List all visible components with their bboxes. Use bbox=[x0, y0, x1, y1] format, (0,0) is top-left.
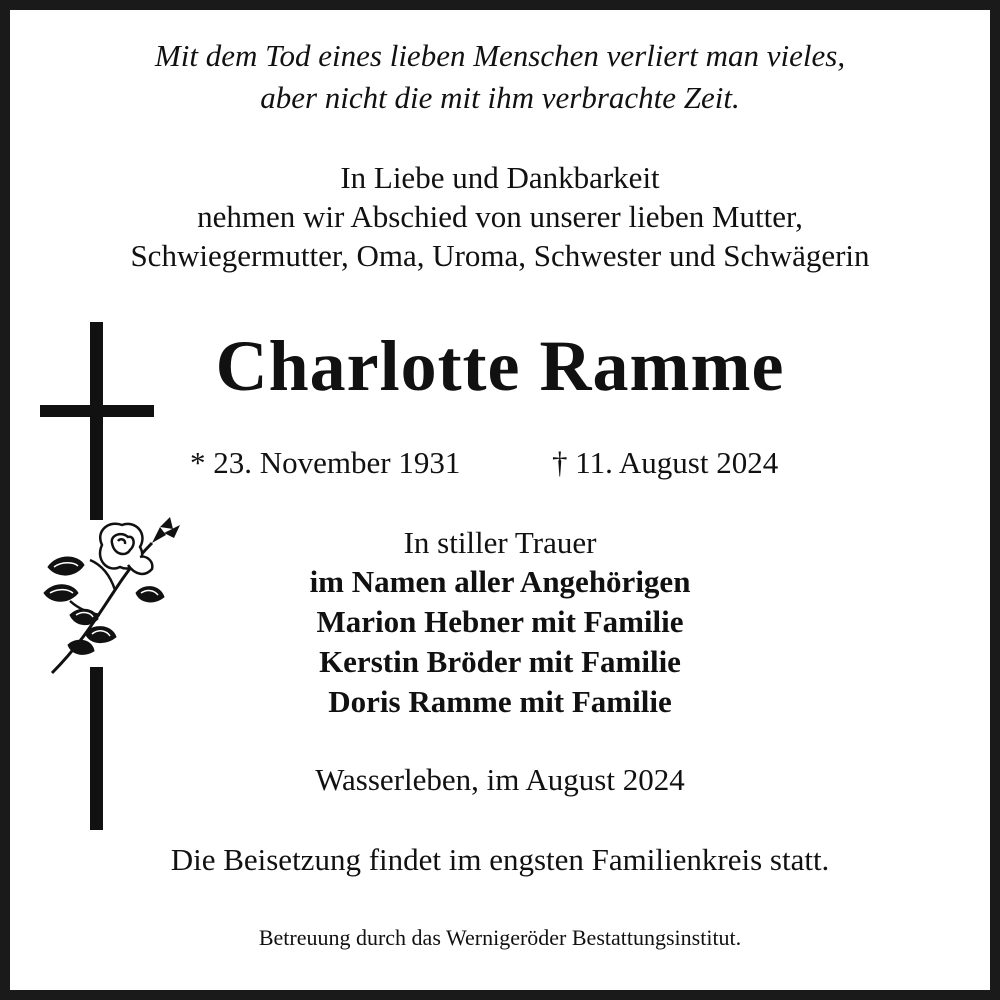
mourners-heading: In stiller Trauer bbox=[403, 525, 597, 560]
birth-date: * 23. November 1931 bbox=[190, 445, 461, 480]
intro-line-2: nehmen wir Abschied von unserer lieben Mutter, bbox=[197, 199, 803, 234]
intro-line-1: In Liebe und Dankbarkeit bbox=[340, 160, 660, 195]
mourner-line-2: Marion Hebner mit Familie bbox=[316, 604, 684, 639]
quote-line-1: Mit dem Tod eines lieben Menschen verliert man vieles, bbox=[154, 38, 846, 73]
death-date: † 11. August 2024 bbox=[552, 445, 779, 480]
deceased-name: Charlotte Ramme bbox=[215, 326, 785, 406]
burial-note: Die Beisetzung findet im engsten Familienkreis statt. bbox=[170, 842, 830, 877]
mourner-line-4: Doris Ramme mit Familie bbox=[328, 684, 672, 719]
intro-line-3: Schwiegermutter, Oma, Uroma, Schwester und Schwägerin bbox=[130, 238, 870, 273]
quote-line-2: aber nicht die mit ihm verbrachte Zeit. bbox=[260, 80, 740, 115]
funeral-home-credit: Betreuung durch das Wernigeröder Bestattungsinstitut. bbox=[258, 925, 742, 950]
place-date: Wasserleben, im August 2024 bbox=[315, 762, 685, 797]
mourner-line-1: im Namen aller Angehörigen bbox=[309, 564, 691, 599]
mourner-line-3: Kerstin Bröder mit Familie bbox=[319, 644, 681, 679]
